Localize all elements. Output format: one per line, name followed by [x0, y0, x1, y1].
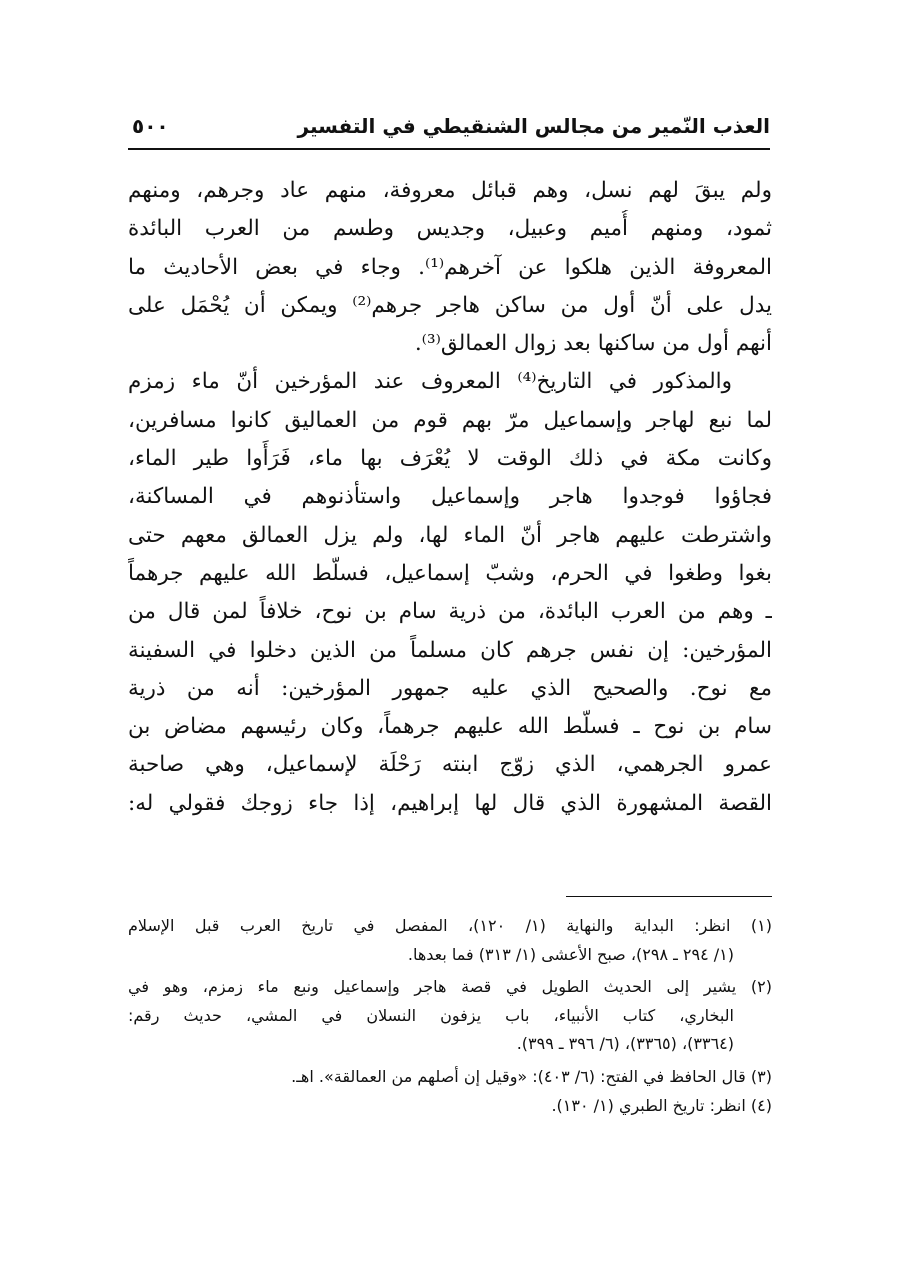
text-line: والمذكور في التاريخ⁽⁴⁾ المعروف عند المؤرخين أنّ ماء زمزم — [128, 369, 732, 395]
book-title: العذب النّمير من مجالس الشنقيطي في التفسير — [297, 114, 770, 138]
text-line: وكانت مكة في ذلك الوقت لا يُعْرَف بها ماء، فَرَأَوا طير الماء، — [128, 446, 772, 472]
text-line: ثمود، ومنهم أُميم وعبيل، وجديس وطسم من العرب البائدة — [128, 216, 772, 242]
footnote-2: (٢) يشير إلى الحديث الطويل في قصة هاجر وإسماعيل ونبع ماء زمزم، وهو في — [128, 977, 772, 997]
footnote-4: (٤) انظر: تاريخ الطبري (١/ ١٣٠). — [551, 1095, 772, 1115]
running-header — [128, 108, 770, 150]
text-line: أنهم أول من ساكنها بعد زوال العمالق⁽³⁾. — [414, 331, 772, 357]
text-line: مع نوح. والصحيح الذي عليه جمهور المؤرخين: أنه من ذرية — [128, 675, 772, 701]
footnote-2-continued: (٣٣٦٤)، (٣٣٦٥)، (٦/ ٣٩٦ ـ ٣٩٩). — [516, 1034, 734, 1054]
footnote-3: (٣) قال الحافظ في الفتح: (٦/ ٤٠٣): «وقيل إن أصلهم من العمالقة». اهـ. — [291, 1066, 772, 1086]
text-line: المعروفة الذين هلكوا عن آخرهم⁽¹⁾. وجاء في بعض الأحاديث ما — [128, 254, 772, 280]
text-line: القصة المشهورة الذي قال لها إبراهيم، إذا جاء زوجك فقولي له: — [128, 790, 772, 816]
text-line: واشترطت عليهم هاجر أنّ الماء لها، ولم يزل العمالق معهم حتى — [128, 522, 772, 548]
text-line: ـ وهم من العرب البائدة، من ذرية سام بن نوح، خلافاً لمن قال من — [128, 599, 772, 625]
text-line: المؤرخين: إن نفس جرهم كان مسلماً من الذين دخلوا في السفينة — [128, 637, 772, 663]
text-line: بغوا وطغوا في الحرم، وشبّ إسماعيل، فسلّط الله عليهم جرهماً — [128, 560, 772, 586]
page-number: ٥٠٠ — [132, 114, 169, 138]
text-line: عمرو الجرهمي، الذي زوّج ابنته رَحْلَة لإسماعيل، وهي صاحبة — [128, 752, 772, 778]
footnote-1: (١) انظر: البداية والنهاية (١/ ١٢٠)، المفصل في تاريخ العرب قبل الإسلام — [128, 916, 772, 935]
text-line: ولم يبقَ لهم نسل، وهم قبائل معروفة، منهم عاد وجرهم، ومنهم — [128, 178, 772, 203]
footnote-separator — [566, 896, 772, 897]
text-line: فجاؤوا فوجدوا هاجر وإسماعيل واستأذنوهم في المساكنة، — [128, 484, 772, 510]
footnotes — [128, 912, 772, 1120]
text-line: سام بن نوح ـ فسلّط الله عليهم جرهماً، وكان رئيسهم مضاض بن — [128, 714, 772, 740]
text-line: لما نبع لهاجر وإسماعيل مرّ بهم قوم من العماليق كانوا مسافرين، — [128, 407, 772, 433]
main-text — [128, 172, 772, 823]
footnote-1-continued: (١/ ٢٩٤ ـ ٢٩٨)، صبح الأعشى (١/ ٣١٣) فما بعدها. — [407, 944, 734, 964]
footnote-2-continued: البخاري، كتاب الأنبياء، باب يزفون النسلان في المشي، حديث رقم: — [128, 1005, 734, 1025]
text-line: يدل على أنّ أول من ساكن هاجر جرهم⁽²⁾ ويمكن أن يُحْمَل على — [128, 292, 772, 318]
